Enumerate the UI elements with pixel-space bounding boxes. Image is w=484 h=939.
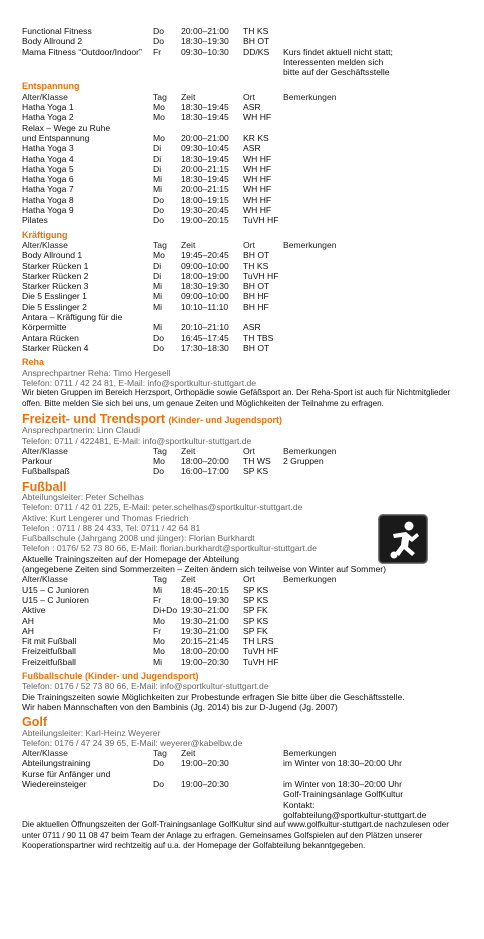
column-header: Alter/Klasse Tag Zeit Ort Bemerkungen xyxy=(22,239,337,250)
section-title-entspannung: Entspannung xyxy=(22,81,80,92)
table-row: Antara Rücken Do 16:45–17:45 TH TBS xyxy=(22,332,274,343)
table-row: Hatha Yoga 3 Di 09:30–10:45 ASR xyxy=(22,143,261,154)
table-row: Aktive Di+Do 19:30–21:00 SP FK xyxy=(22,605,268,616)
table-row: Starker Rücken 4 Do 17:30–18:30 BH OT xyxy=(22,342,270,353)
column-header: Alter/Klasse Tag Zeit Bemerkungen xyxy=(22,748,337,759)
freizeit-phone: Telefon: 0711 / 422481, E-Mail: info@sportkultur-stuttgart.de xyxy=(22,435,252,446)
table-row: Hatha Yoga 1 Mo 18:30–19:45 ASR xyxy=(22,102,261,113)
reha-contact: Ansprechpartner Reha: Timo Hergesell xyxy=(22,367,171,378)
fussball-contact-line: Telefon : 0711 / 88 24 433, Tel: 0711 / 42 64 81 xyxy=(22,522,201,533)
table-row: Hatha Yoga 7 Mi 20:00–21:15 WH HF xyxy=(22,184,272,195)
table-row: Body Allround 2 Do 18:30–19:30 BH OT xyxy=(22,36,270,47)
table-row: Antara – Kräftigung für die xyxy=(22,312,123,323)
table-row: Hatha Yoga 6 Mi 18:30–19:45 WH HF xyxy=(22,174,272,185)
table-row: Hatha Yoga 9 Do 19:30–20:45 WH HF xyxy=(22,205,272,216)
kraeftigung-table xyxy=(22,250,484,353)
fussball-contact-line: Aktive: Kurt Lengerer und Thomas Friedrich xyxy=(22,512,189,523)
soccer-player-icon-graphic xyxy=(379,515,429,565)
column-header: Alter/Klasse Tag Zeit Ort Bemerkungen xyxy=(22,91,337,102)
table-row: Die 5 Esslinger 1 Mi 09:00–10:00 BH HF xyxy=(22,291,269,302)
fussball-contact-line: Fußballschule (Jahrgang 2008 und jünger): Florian Burkhardt xyxy=(22,533,255,544)
column-header: Alter/Klasse Tag Zeit Ort Bemerkungen xyxy=(22,445,337,456)
section-title-kraeftigung: Kräftigung xyxy=(22,229,68,240)
table-row: Fit mit Fußball Mo 20:15–21:45 TH LRS xyxy=(22,636,274,647)
freizeit-table xyxy=(22,456,484,477)
table-row: Wiedereinsteiger Do 19:00–20:30 im Winter von 18:30–20:00 Uhr xyxy=(22,779,402,789)
table-row: Die 5 Esslinger 2 Mi 10:10–11:10 BH HF xyxy=(22,301,269,312)
table-row: Functional Fitness Do 20:00–21:00 TH KS xyxy=(22,26,269,36)
table-row: Starker Rücken 1 Di 09:00–10:00 TH KS xyxy=(22,260,269,271)
entspannung-table xyxy=(22,102,484,226)
table-row: Hatha Yoga 4 Di 18:30–19:45 WH HF xyxy=(22,153,272,164)
table-row: AH Fr 19:30–21:00 SP FK xyxy=(22,625,268,636)
table-row: Körpermitte Mi 20:10–21:10 ASR xyxy=(22,322,261,333)
fussball-notice: Aktuelle Trainingszeiten auf der Homepage der Abteilung xyxy=(22,553,239,564)
section-title-fussball: Fußball xyxy=(22,479,67,494)
table-row: Starker Rücken 2 Di 18:00–19:00 TuVH HF xyxy=(22,270,279,281)
fussball-contact-line: Abteilungsleiter: Peter Schelhas xyxy=(22,491,144,502)
table-row: und Entspannung Mo 20:00–21:00 KR KS xyxy=(22,132,269,143)
section-title-golf: Golf xyxy=(22,715,47,730)
table-row: Hatha Yoga 8 Do 18:00–19:15 WH HF xyxy=(22,194,272,205)
soccer-player-icon xyxy=(378,514,428,564)
reha-text: Wir bieten Gruppen im Bereich Herzsport, Orthopädie sowie Gefäßsport an. Der Reha-Sport ist auch für Nichtmitglieder offen. Bitte melden Sie sich bei uns, um genaue Zeiten und Möglichkeiten der Teilnahme zu erfragen. xyxy=(22,388,451,408)
table-row: U15 – C Junioren Mi 18:45–20:15 SP KS xyxy=(22,584,269,595)
note-continuation: bitte auf der Geschäftsstelle xyxy=(283,67,390,78)
fussballschule-phone: Telefon: 0176 / 52 73 80 66, E-Mail: info@sportkultur-stuttgart.de xyxy=(22,681,269,692)
fussball-contact-line: Telefon: 0711 / 42 01 225, E-Mail: peter.schelhas@sportkultur-stuttgart.de xyxy=(22,502,303,513)
golf-text: Die aktuellen Öffnungszeiten der Golf-Trainingsanlage GolfKultur sind auf www.golfkultur-stuttgart.de nachzulesen oder unter 0711 / 90 11 08 47 beim Team der Anlage zu erfragen. Gemeinsames Golfspielen auf den Plätzen unserer Kooperationspartner wird rechtzeitig auf u.a. der Homepage der Golfabteilung bekanntgegeben. xyxy=(22,820,449,850)
fussballschule-text: Die Trainingszeiten sowie Möglichkeiten zur Probestunde erfragen Sie bitte über die Geschäftsstelle. xyxy=(22,691,405,702)
table-row: Hatha Yoga 5 Di 20:00–21:15 WH HF xyxy=(22,163,272,174)
fussball-notice-detail: (angegebene Zeiten sind Sommerzeiten – Zeiten ändern sich teilweise von Winter auf Sommer) xyxy=(22,564,386,575)
fussballschule-text: Wir haben Mannschaften von den Bambinis (Jg. 2014) bis zur D-Jugend (Jg. 2007) xyxy=(22,701,338,712)
table-row: Mama Fitness “Outdoor/Indoor” Fr 09:30–10:30 DD/KS Kurs findet aktuell nicht statt; xyxy=(22,46,393,57)
fussball-table xyxy=(22,585,484,667)
fussball-contact-line: Telefon : 0176/ 52 73 80 66, E-Mail: florian.burkhardt@sportkultur-stuttgart.de xyxy=(22,543,317,554)
reha-phone: Telefon: 0711 / 42 24 81, E-Mail: info@sportkultur-stuttgart.de xyxy=(22,377,257,388)
table-row: Kurse für Anfänger und xyxy=(22,768,111,779)
table-row: Relax – Wege zu Ruhe xyxy=(22,122,111,133)
top-schedule xyxy=(22,26,484,57)
section-title-reha: Reha xyxy=(22,357,45,368)
column-header: Alter/Klasse Tag Zeit Ort Bemerkungen xyxy=(22,574,337,585)
table-row: Parkour Mo 18:00–20:00 TH WS 2 Gruppen xyxy=(22,456,324,467)
note-continuation: Interessenten melden sich xyxy=(283,56,384,67)
golf-note: Kontakt: xyxy=(283,799,315,810)
table-row: Pilates Do 19:00–20:15 TuVH HF xyxy=(22,215,279,226)
table-row: Hatha Yoga 2 Mo 18:30–19:45 WH HF xyxy=(22,112,272,123)
golf-note: golfabteilung@sportkultur-stuttgart.de xyxy=(283,809,427,820)
table-row: AH Mo 19:30–21:00 SP KS xyxy=(22,615,269,626)
table-row: Freizeitfußball Mo 18:00–20:00 TuVH HF xyxy=(22,646,279,657)
golf-contact: Abteilungsleiter: Karl-Heinz Weyerer xyxy=(22,727,161,738)
section-title-fussballschule: Fußballschule (Kinder- und Jugendsport) xyxy=(22,671,199,682)
table-row: Fußballspaß Do 16:00–17:00 SP KS xyxy=(22,466,269,477)
table-row: U15 – C Junioren Fr 18:00–19:30 SP KS xyxy=(22,594,269,605)
section-title-freizeit: Freizeit- und Trendsport (Kinder- und Jugendsport) xyxy=(22,411,283,426)
table-row: Freizeitfußball Mi 19:00–20:30 TuVH HF xyxy=(22,656,279,667)
table-row: Starker Rücken 3 Mi 18:30–19:30 BH OT xyxy=(22,281,270,292)
table-row: Body Allround 1 Mo 19:45–20:45 BH OT xyxy=(22,250,270,261)
golf-phone: Telefon: 0176 / 47 24 39 65, E-Mail: weyerer@kabelbw.de xyxy=(22,737,243,748)
golf-note: Golf-Trainingsanlage GolfKultur xyxy=(283,789,404,800)
freizeit-contact: Ansprechpartnerin: Linn Claudi xyxy=(22,425,140,436)
table-row: Abteilungstraining Do 19:00–20:30 im Winter von 18:30–20:00 Uhr xyxy=(22,758,402,769)
